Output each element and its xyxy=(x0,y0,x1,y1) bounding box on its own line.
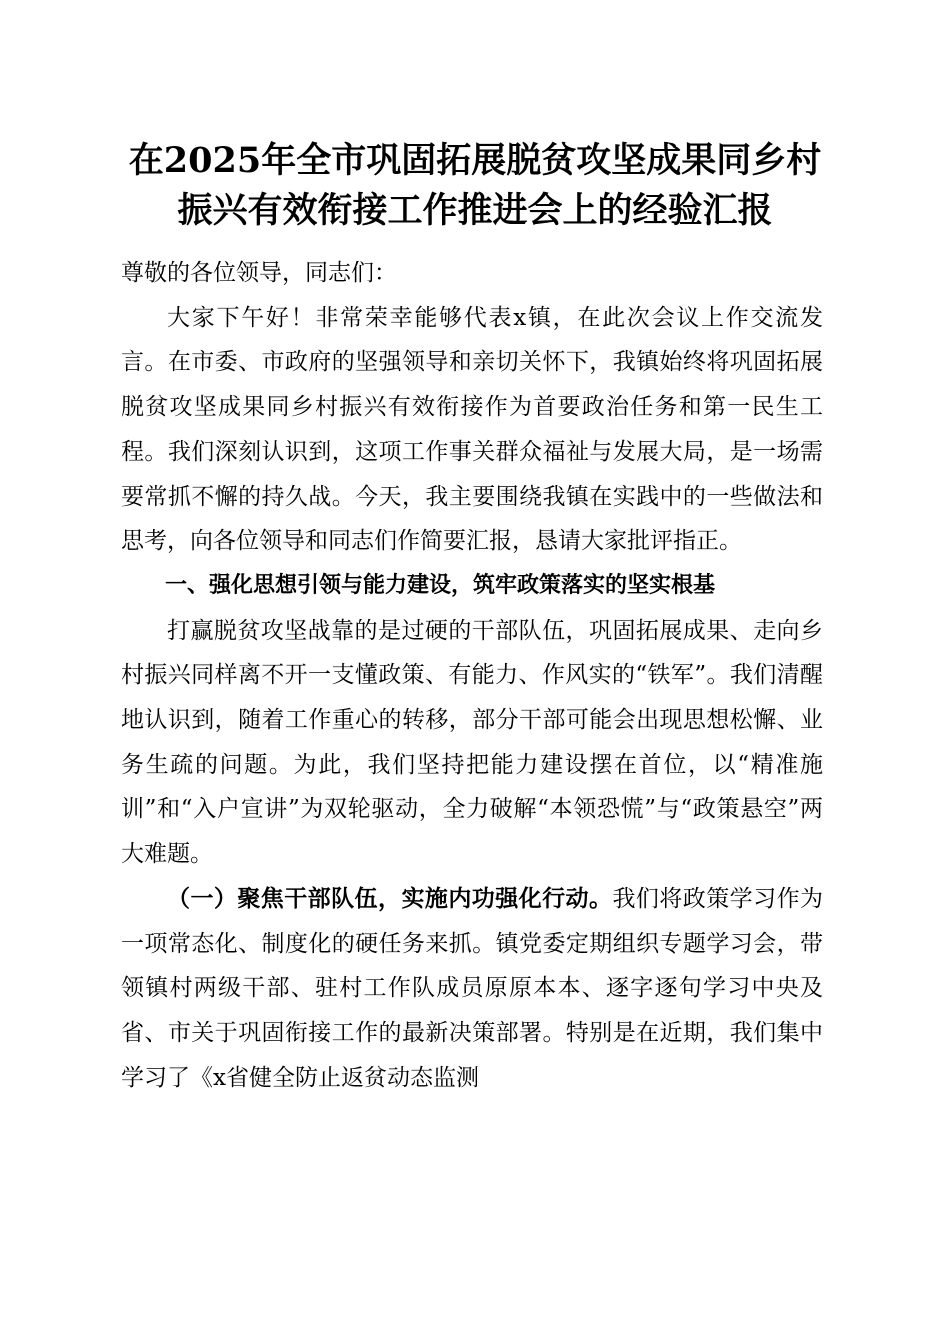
paragraph-subsection-1 xyxy=(121,877,823,1101)
subsection-1-lead: （一）聚焦干部队伍，实施内功强化行动。 xyxy=(167,884,613,912)
document-body xyxy=(121,251,823,1100)
title-line-2: 振兴有效衔接工作推进会上的经验汇报 xyxy=(177,190,773,231)
title-line-1: 在2025年全市巩固拓展脱贫攻坚成果同乡村 xyxy=(128,140,822,181)
salutation: 尊敬的各位领导，同志们： xyxy=(121,260,397,286)
document-title xyxy=(90,136,860,236)
paragraph-opening: 大家下午好！非常荣幸能够代表x镇，在此次会议上作交流发言。在市委、市政府的坚强领导和亲切关怀下，我镇始终将巩固拓展脱贫攻坚成果同乡村振兴有效衔接作为首要政治任务和第一民生工程。我们深刻认识到，这项工作事关群众福祉与发展大局，是一场需要常抓不懈的持久战。今天，我主要围绕我镇在实践中的一些做法和思考，向各位领导和同志们作简要汇报，恳请大家批评指正。 xyxy=(121,304,823,555)
section-heading-1: 一、强化思想引领与能力建设，筑牢政策落实的坚实根基 xyxy=(165,572,716,598)
paragraph-section-1: 打赢脱贫攻坚战靠的是过硬的干部队伍，巩固拓展成果、走向乡村振兴同样离不开一支懂政策、有能力、作风实的“铁军”。我们清醒地认识到，随着工作重心的转移，部分干部可能会出现思想松懈、业务生疏的问题。为此，我们坚持把能力建设摆在首位，以“精准施训”和“入户宣讲”为双轮驱动，全力破解“本领恐慌”与“政策悬空”两大难题。 xyxy=(121,617,823,868)
subsection-1-text: 我们将政策学习作为一项常态化、制度化的硬任务来抓。镇党委定期组织专题学习会，带领镇村两级干部、驻村工作队成员原原本本、逐字逐句学习中央及省、市关于巩固衔接工作的最新决策部署。特别是在近期，我们集中学习了《x省健全防止返贫动态监测 xyxy=(121,885,824,1091)
